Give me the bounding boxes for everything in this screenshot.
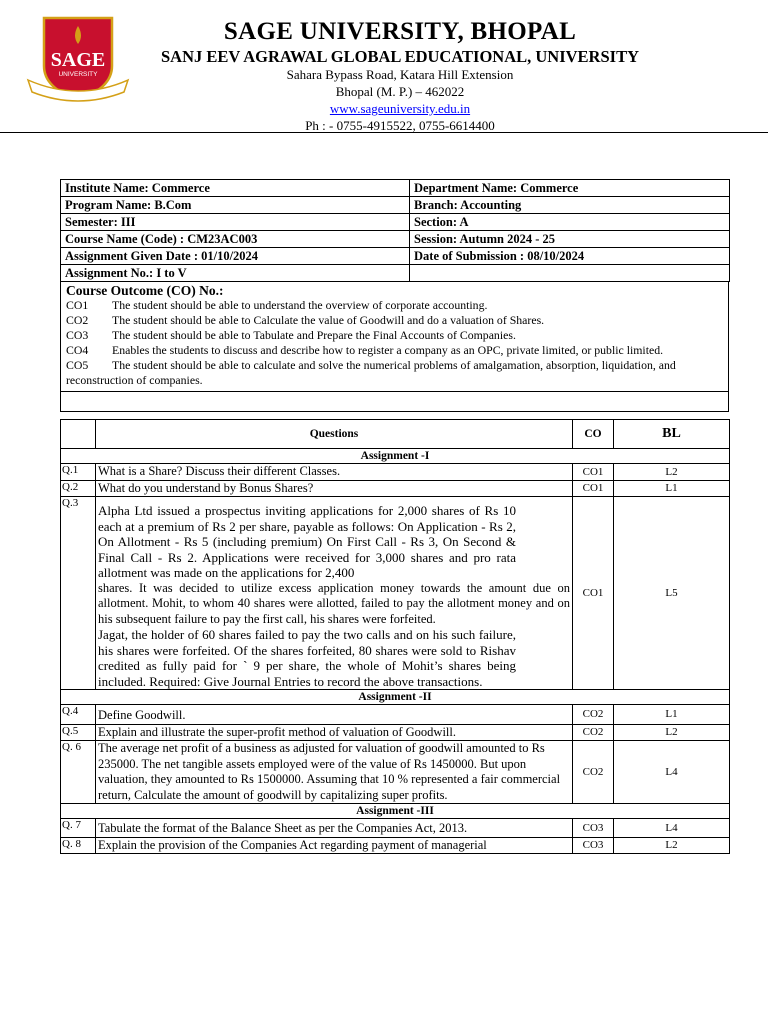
address-line-1: Sahara Bypass Road, Katara Hill Extension <box>286 67 514 82</box>
course-info-table <box>60 179 730 282</box>
table-row: Q.2 What do you understand by Bonus Shares? CO1 L1 <box>61 480 730 497</box>
branch: Branch: Accounting <box>410 197 730 214</box>
course-outcome-item: CO2 The student should be able to Calculate the value of Goodwill and do a valuation of Shares. <box>66 313 545 327</box>
course-outcome-item: CO3 The student should be able to Tabulate and Prepare the Final Accounts of Companies. <box>66 328 516 342</box>
table-row: Q.1 What is a Share? Discuss their different Classes. CO1 L2 <box>61 464 730 481</box>
session: Session: Autumn 2024 - 25 <box>410 231 730 248</box>
program-name: Program Name: B.Com <box>61 197 410 214</box>
course-outcome-item: CO5 The student should be able to calculate and solve the numerical problems of amalgamation, absorption, liquidation, and reconstruction of companies. <box>66 358 676 387</box>
assignment-given-date: Assignment Given Date : 01/10/2024 <box>61 248 410 265</box>
course-outcomes-table <box>60 281 729 412</box>
table-row: Q. 8 Explain the provision of the Companies Act regarding payment of managerial CO3 L2 <box>61 837 730 854</box>
submission-date: Date of Submission : 08/10/2024 <box>410 248 730 265</box>
course-outcome-item: CO1 The student should be able to understand the overview of corporate accounting. <box>66 298 488 312</box>
assignment-3-heading: Assignment -III <box>61 804 730 819</box>
section: Section: A <box>410 214 730 231</box>
university-subtitle: SANJ EEV AGRAWAL GLOBAL EDUCATIONAL, UNIVERSITY <box>160 47 639 66</box>
questions-table <box>60 419 730 854</box>
assignment-2-heading: Assignment -II <box>61 690 730 705</box>
col-bl: BL <box>614 420 730 449</box>
assignment-number: Assignment No.: I to V <box>61 265 410 282</box>
phone-numbers: Ph : - 0755-4915522, 0755-6614400 <box>305 118 495 133</box>
course-outcome-heading: Course Outcome (CO) No.: <box>66 283 224 298</box>
university-title: SAGE UNIVERSITY, BHOPAL <box>223 18 577 45</box>
website-link[interactable]: www.sageuniversity.edu.in <box>329 101 471 116</box>
semester: Semester: III <box>61 214 410 231</box>
col-co: CO <box>573 420 614 449</box>
institute-name: Institute Name: Commerce <box>61 180 410 197</box>
col-questions: Questions <box>96 420 573 449</box>
sage-university-logo <box>26 14 130 102</box>
header-divider <box>0 132 768 133</box>
logo-text: SAGE <box>50 49 106 71</box>
q3-text-part-2: shares. It was decided to utilize excess application money towards the amount due on allotment. Mohit, to whom 40 shares were allotted, failed to pay the allotment money and on his subsequent failure to pay the first call, his shares were forfeited. <box>98 580 570 626</box>
course-outcome-item: CO4 Enables the students to discuss and describe how to register a company as an OPC, private limited, or public limited. <box>66 343 664 357</box>
address-line-2: Bhopal (M. P.) – 462022 <box>335 84 465 99</box>
spacer-row <box>61 392 729 412</box>
assignment-1-heading: Assignment -I <box>61 449 730 464</box>
questions-header-row <box>61 420 730 449</box>
course-name: Course Name (Code) : CM23AC003 <box>61 231 410 248</box>
table-row: Q. 6 The average net profit of a business as adjusted for valuation of goodwill amounted to Rs 235000. The net tangible assets employed were of the value of Rs 1450000. But upon valuation, they amounted to Rs 1500000. Assuming that 10 % represented a fair commercial return, Calculate the amount of goodwill by capitalizing super profits. CO2 L4 <box>61 741 730 804</box>
department-name: Department Name: Commerce <box>410 180 730 197</box>
table-row: Q. 7 Tabulate the format of the Balance Sheet as per the Companies Act, 2013. CO3 L4 <box>61 819 730 838</box>
table-row: Q.5 Explain and illustrate the super-profit method of valuation of Goodwill. CO2 L2 <box>61 724 730 741</box>
table-row: Q.3 Alpha Ltd issued a prospectus inviting applications for 2,000 shares of Rs 10 each at a premium of Rs 2 per share, payable as follows: On Application - Rs 2, On Allotment - Rs 5 (including premium) On First Call - Rs 3, On Second & Final Call - Rs 2. Applications were received for 3,000 shares and pro rata allotment was made on the applications for 2,400 shares. It was decided to utilize excess application money towards the amount due on allotment. Mohit, to whom 40 shares were allotted, failed to pay the allotment money and on his subsequent failure to pay the first call, his shares were forfeited. Jagat, the holder of 60 shares failed to pay the two calls and on his such failure, his shares were forfeited. Of the shares forfeited, 80 shares were sold to Rishav credited as fully paid for ` 9 per share, the whole of Mohit’s shares being included. Required: Give Journal Entries to record the above transactions. CO1 L5 <box>61 497 730 690</box>
empty-cell <box>410 265 730 282</box>
q3-text-part-1: Alpha Ltd issued a prospectus inviting applications for 2,000 shares of Rs 10 each at a premium of Rs 2 per share, payable as follows: On Application - Rs 2, On Allotment - Rs 5 (including premium) On First Call - Rs 3, On Second & Final Call - Rs 2. Applications were received for 3,000 shares and pro rata allotment was made on the applications for 2,400 <box>98 503 516 580</box>
logo-subtext: UNIVERSITY <box>58 71 98 78</box>
table-row: Q.4 Define Goodwill. CO2 L1 <box>61 705 730 725</box>
q3-text-part-3: Jagat, the holder of 60 shares failed to pay the two calls and on his such failure, his shares were forfeited. Of the shares forfeited, 80 shares were sold to Rishav credited as fully paid for ` 9 per share, the whole of Mohit’s shares being included. Required: Give Journal Entries to record the above transactions. <box>98 627 516 689</box>
